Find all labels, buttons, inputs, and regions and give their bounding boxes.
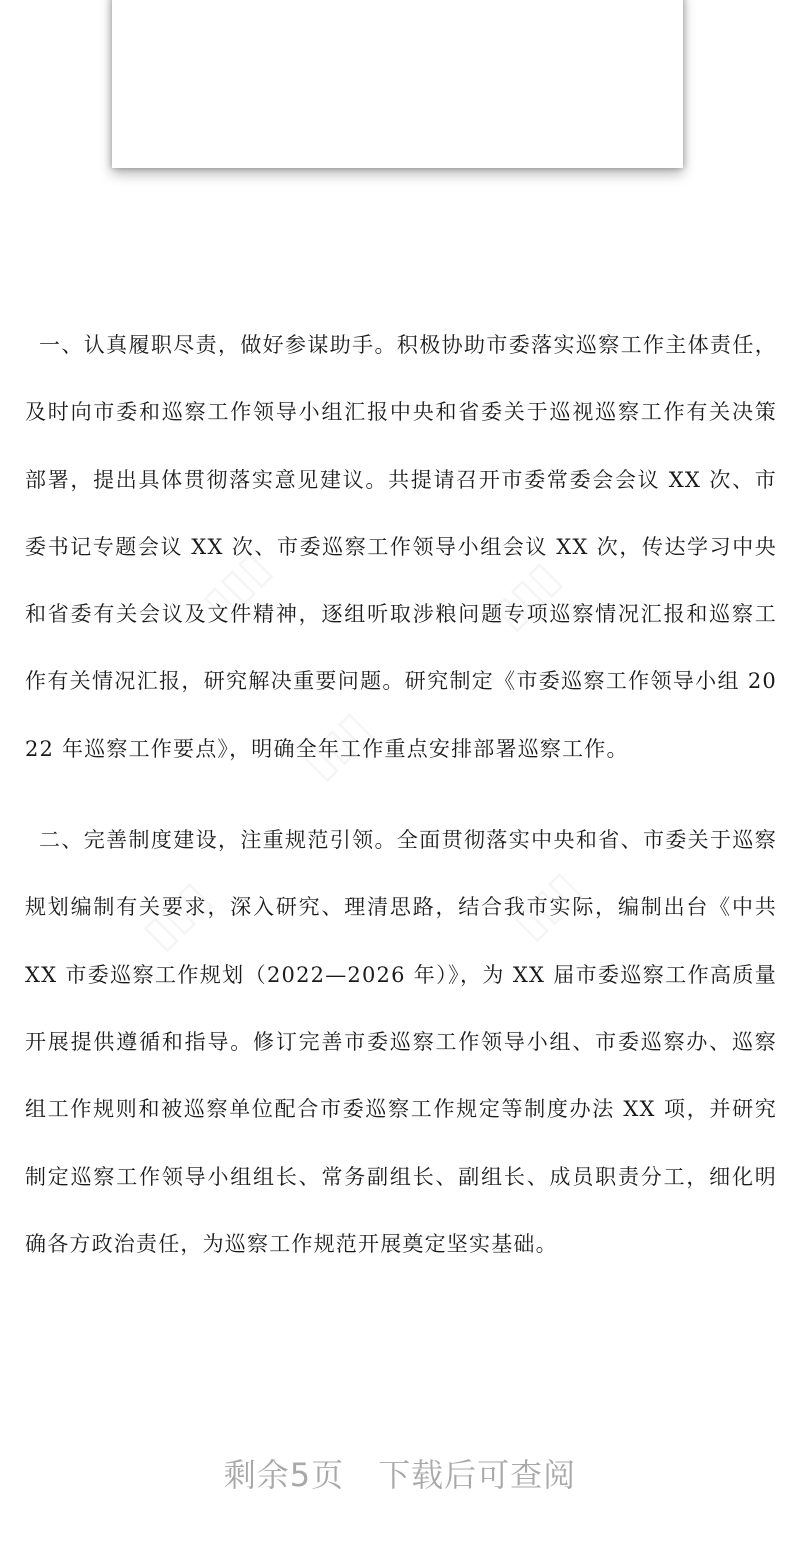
watermark-logo: ▯▯▯ bbox=[482, 551, 571, 640]
paragraph-1: 一、认真履职尽责，做好参谋助手。积极协助市委落实巡察工作主体责任，及时向市委和巡察工作领导小组汇报中央和省委关于巡视巡察工作有关决策部署，提出具体贯彻落实意见建议。共提请召开市委常委会会议 XX 次、市委书记专题会议 XX 次、市委巡察工作领导小组会议 XX 次，传达学习中央和省委有关会议及文件精神，逐组听取涉粮问题专项巡察情况汇报和巡察工作有关情况汇报，研究解决重要问题。研究制定《市委巡察工作领导小组 2022 年巡察工作要点》，明确全年工作重点安排部署巡察工作。 bbox=[25, 333, 777, 761]
watermark-logo: ▯▯▯ bbox=[192, 541, 281, 630]
watermark-logo: ▯▯▯ bbox=[132, 871, 221, 960]
previous-page-preview bbox=[112, 0, 683, 168]
document-body bbox=[25, 312, 777, 1278]
remaining-pages-notice[interactable] bbox=[0, 1450, 800, 1496]
paragraph-2: 二、完善制度建设，注重规范引领。全面贯彻落实中央和省、市委关于巡察规划编制有关要求，深入研究、理清思路，结合我市实际，编制出台《中共 XX 市委巡察工作规划（2022—2026 年）》，为 XX 届市委巡察工作高质量开展提供遵循和指导。修订完善市委巡察工作领导小组、市委巡察办、巡察组工作规则和被巡察单位配合市委巡察工作规定等制度办法 XX 项，并研究制定巡察工作领导小组组长、常务副组长、副组长、成员职责分工，细化明确各方政治责任，为巡察工作规范开展奠定坚实基础。 bbox=[25, 828, 777, 1256]
watermark-logo: ▯▯▯ bbox=[292, 701, 381, 790]
download-prompt-label: 下载后可查阅 bbox=[378, 1456, 577, 1494]
watermark-logo: ▯▯▯ bbox=[502, 861, 591, 950]
remaining-pages-label: 剩余5页 bbox=[223, 1456, 345, 1494]
